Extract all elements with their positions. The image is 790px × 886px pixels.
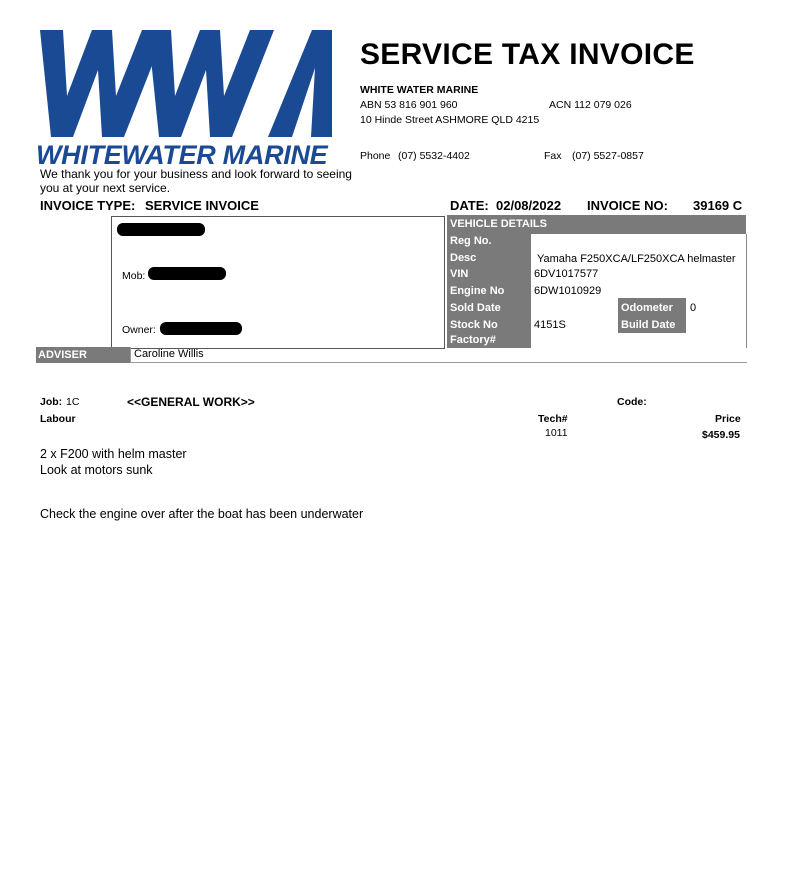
job-note: Check the engine over after the boat has been underwater <box>40 507 364 521</box>
phone-label: Phone <box>360 150 391 162</box>
stock-no-value: 4151S <box>534 319 566 331</box>
company-name: WHITE WATER MARINE <box>360 84 479 96</box>
factory-label: Factory# <box>450 334 496 346</box>
vehicle-box-border <box>746 234 747 348</box>
tech-label: Tech# <box>538 413 568 425</box>
company-logo-text: WHITEWATER MARINE <box>36 140 328 170</box>
price-label: Price <box>715 413 741 425</box>
desc-label: Desc <box>450 252 477 264</box>
fax-number: (07) 5527-0857 <box>572 150 644 162</box>
owner-label: Owner: <box>122 324 156 336</box>
sold-date-label: Sold Date <box>450 302 501 314</box>
adviser-label: ADVISER <box>36 347 130 363</box>
build-date-label: Build Date <box>621 319 676 331</box>
adviser-name: Caroline Willis <box>134 348 204 360</box>
company-address: 10 Hinde Street ASHMORE QLD 4215 <box>360 114 540 126</box>
invoice-number: 39169 C <box>693 198 743 213</box>
redacted-customer-name <box>117 223 205 236</box>
odometer-value: 0 <box>690 302 697 314</box>
fax-label: Fax <box>544 150 562 162</box>
invoice-date: 02/08/2022 <box>496 198 562 213</box>
reg-no-label: Reg No. <box>450 235 492 247</box>
company-logo-mark <box>36 30 332 138</box>
engine-no-value: 6DW1010929 <box>534 285 602 297</box>
date-label: DATE: <box>450 198 489 213</box>
invoice-no-label: INVOICE NO: <box>587 198 668 213</box>
desc-value: Yamaha F250XCA/LF250XCA helmaster <box>537 253 736 265</box>
stock-no-label: Stock No <box>450 319 498 331</box>
code-label: Code: <box>617 396 647 408</box>
company-acn: ACN 112 079 026 <box>549 99 632 111</box>
vehicle-details-header: VEHICLE DETAILS <box>447 215 746 234</box>
price-value: $459.95 <box>702 429 740 441</box>
odometer-label: Odometer <box>621 302 673 314</box>
phone-number: (07) 5532-4402 <box>398 150 470 162</box>
labour-label: Labour <box>40 413 76 425</box>
job-title: <<GENERAL WORK>> <box>127 395 255 409</box>
job-line: Look at motors sunk <box>40 463 153 477</box>
redacted-mobile <box>148 267 226 280</box>
invoice-type: SERVICE INVOICE <box>145 198 259 213</box>
redacted-owner <box>160 322 242 335</box>
thank-you-message: We thank you for your business and look forward to seeing you at your next service. <box>40 167 352 195</box>
tech-number: 1011 <box>545 427 568 439</box>
job-label: Job: <box>40 396 63 408</box>
job-line: 2 x F200 with helm master <box>40 447 187 461</box>
adviser-divider <box>130 347 131 363</box>
mob-label: Mob: <box>122 270 146 282</box>
job-number: 1C <box>66 396 80 408</box>
document-title: SERVICE TAX INVOICE <box>360 38 695 71</box>
company-abn: ABN 53 816 901 960 <box>360 99 458 111</box>
invoice-type-label: INVOICE TYPE: <box>40 198 136 213</box>
vin-value: 6DV1017577 <box>534 268 599 280</box>
vin-label: VIN <box>450 268 469 280</box>
adviser-underline <box>130 362 747 363</box>
engine-no-label: Engine No <box>450 285 505 297</box>
